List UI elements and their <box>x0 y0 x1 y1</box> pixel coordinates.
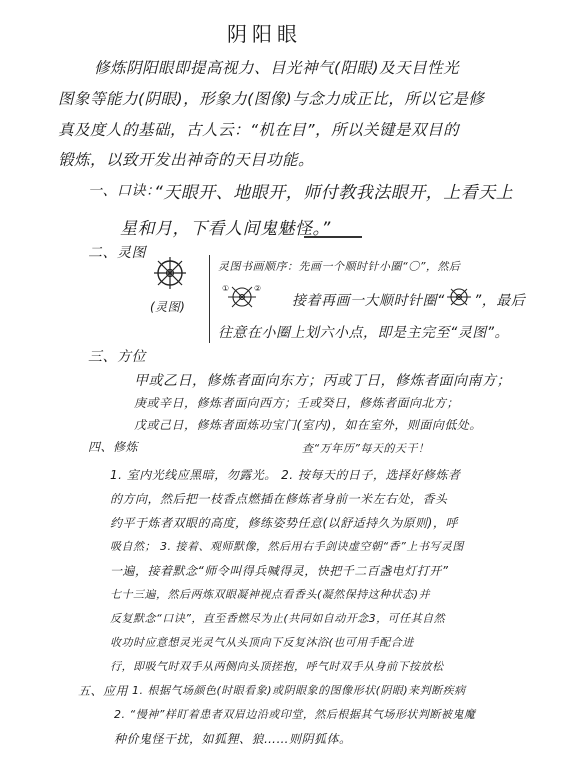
section5-line: 1. 根据气场颜色(时眼看象)或阴眼象的图像形状(阴眼)来判断疾病 <box>132 684 466 697</box>
section4-line: 行，即吸气时双手从两侧向头顶搓抱，呼气时双手从身前下按放松 <box>110 660 444 673</box>
intro-line: 图象等能力(阴眼)，形象力(图像)与念力成正比，所以它是修 <box>58 90 485 108</box>
section4-line: 的方向，然后把一枝香点燃插在修炼者身前一米左右处，香头 <box>110 492 448 506</box>
section4-line: 吸自然； 3. 接着、观师默像，然后用右手剑诀虚空朝“香”上书写灵图 <box>110 540 464 553</box>
section3-line: 甲或乙日，修炼者面向东方；丙或丁日，修炼者面向南方； <box>134 373 511 389</box>
intro-line: 修炼阴阳眼即提高视力、目光神气(阳眼)及天目性光 <box>94 59 460 77</box>
section2-line: 往意在小圈上划六小点，即是主完至“灵图”。 <box>218 325 510 341</box>
ling-tu-inline-icon <box>444 286 474 308</box>
section5-line: 种价鬼怪干扰，如狐狸、狼……则阴狐体。 <box>114 732 352 746</box>
step-diagram-icon <box>222 282 262 312</box>
section3-line: 庚或辛日，修炼者面向西方；壬或癸日，修炼者面向北方； <box>134 396 460 410</box>
section2-line: 接着再画一大顺时针圈“ <box>292 293 445 309</box>
section5-label: 五、应用 <box>78 684 129 698</box>
section3-note: 查“万年历”每天的天干！ <box>302 442 430 455</box>
section1-label: 一、口诀： <box>88 183 161 199</box>
section4-line: 七十三遍，然后两炼双眼凝神视点看香头(凝然保持这种状态)并 <box>110 588 431 601</box>
svg-text:①: ① <box>222 284 230 293</box>
intro-line: 锻炼，以致开发出神奇的天目功能。 <box>58 151 315 169</box>
ling-tu-icon <box>152 255 188 291</box>
page-title: 阴阳眼 <box>227 22 302 46</box>
section4-line: 反复默念“口诀”，直至香燃尽为止(共同如自动开念3，可任其自然 <box>110 612 446 625</box>
section4-line: 一遍，接着默念“师令叫得兵喊得灵，快把千二百盏电灯打开” <box>110 564 449 578</box>
svg-text:②: ② <box>254 284 262 293</box>
section5-line: 2. “慢神”样盯着患者双眉边沿或印堂，然后根据其气场形状判断被鬼魔 <box>114 708 476 721</box>
section4-line: 约平于炼者双眼的高度，修练姿势任意(以舒适持久为原则)，呼 <box>110 516 458 530</box>
section4-line: 1. 室内光线应黑暗，勿露光。 2. 按每天的日子，选择好修炼者 <box>110 468 461 482</box>
document-page <box>22 10 562 770</box>
section2-line: 灵图书画顺序：先画一个顺时针小圈“〇”，然后 <box>218 260 461 273</box>
section4-line: 收功时应意想灵光灵气从头顶向下反复沐浴(也可用手配合进 <box>110 636 414 649</box>
section2-line: ”，最后 <box>474 293 526 309</box>
ling-tu-caption: (灵图) <box>150 300 186 314</box>
section1-line: “天眼开、地眼开，师付教我法眼开，上看天上 <box>154 183 514 203</box>
section3-line: 戊或己日，修炼者面炼功宝门(室内)，如在室外，则面向低处。 <box>134 418 482 432</box>
section1-line: 星和月，下看人间鬼魅怪。” <box>120 219 331 239</box>
bracket-divider <box>209 255 210 343</box>
section2-label: 二、灵图 <box>88 245 146 261</box>
section4-label: 四、修炼 <box>88 440 139 454</box>
section3-label: 三、方位 <box>88 349 146 365</box>
underline-mark <box>304 236 362 238</box>
intro-line: 真及度人的基础，古人云：“机在目”，所以关键是双目的 <box>58 121 460 139</box>
